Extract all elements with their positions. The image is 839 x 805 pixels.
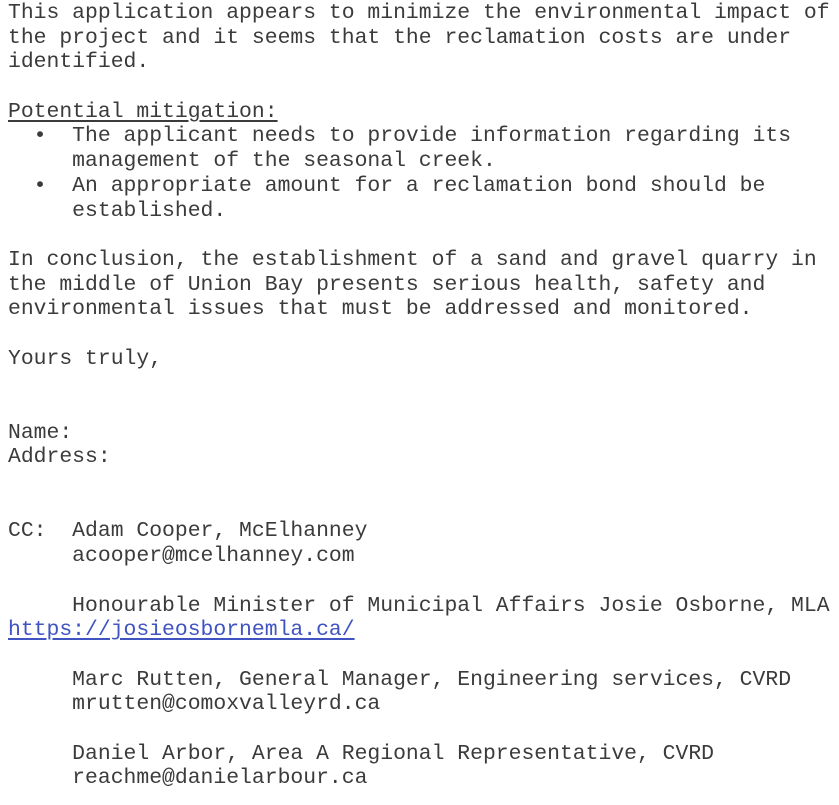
- paragraph-impact-line-3: identified.: [8, 50, 150, 75]
- cc-daniel-arbor-email: reachme@danielarbour.ca: [8, 766, 368, 791]
- paragraph-conclusion-line-3: environmental issues that must be addressed and monitored.: [8, 297, 753, 322]
- blank-line: [8, 643, 839, 668]
- cc-adam-cooper-email: acooper@mcelhanney.com: [8, 544, 355, 569]
- blank-line: [8, 470, 839, 495]
- blank-line: [8, 75, 839, 100]
- signature-name-label: Name:: [8, 420, 73, 445]
- closing-yours-truly: Yours truly,: [8, 346, 163, 371]
- paragraph-conclusion-line-2: the middle of Union Bay presents serious health, safety and: [8, 272, 766, 297]
- bullet-item-bond-line-1: • An appropriate amount for a reclamation bond should be: [8, 173, 766, 198]
- bullet-item-creek-line-2: management of the seasonal creek.: [8, 149, 496, 174]
- bullet-item-bond-line-2: established.: [8, 198, 227, 223]
- blank-line: [8, 569, 839, 594]
- cc-minister-josie-osborne-name: Honourable Minister of Municipal Affairs Josie Osborne, MLA: [8, 593, 830, 618]
- cc-adam-cooper-name: CC: Adam Cooper, McElhanney: [8, 519, 368, 544]
- bullet-item-creek-line-1: • The applicant needs to provide information regarding its: [8, 124, 792, 149]
- blank-line: [8, 322, 839, 347]
- heading-potential-mitigation: Potential mitigation:: [8, 99, 278, 124]
- hyperlink-josieosbornemla[interactable]: https://josieosbornemla.ca/: [8, 618, 355, 643]
- signature-address-label: Address:: [8, 445, 111, 470]
- cc-marc-rutten-name: Marc Rutten, General Manager, Engineering services, CVRD: [8, 667, 792, 692]
- paragraph-impact-line-1: This application appears to minimize the environmental impact of: [8, 1, 830, 25]
- cc-daniel-arbor-name: Daniel Arbor, Area A Regional Representative, CVRD: [8, 741, 715, 766]
- cc-marc-rutten-email: mrutten@comoxvalleyrd.ca: [8, 692, 381, 717]
- blank-line: [8, 223, 839, 248]
- blank-line: [8, 717, 839, 742]
- paragraph-conclusion-line-1: In conclusion, the establishment of a sand and gravel quarry in: [8, 247, 817, 272]
- blank-line: [8, 495, 839, 520]
- paragraph-impact-line-2: the project and it seems that the reclamation costs are under: [8, 25, 792, 50]
- blank-line: [8, 396, 839, 421]
- blank-line: [8, 371, 839, 396]
